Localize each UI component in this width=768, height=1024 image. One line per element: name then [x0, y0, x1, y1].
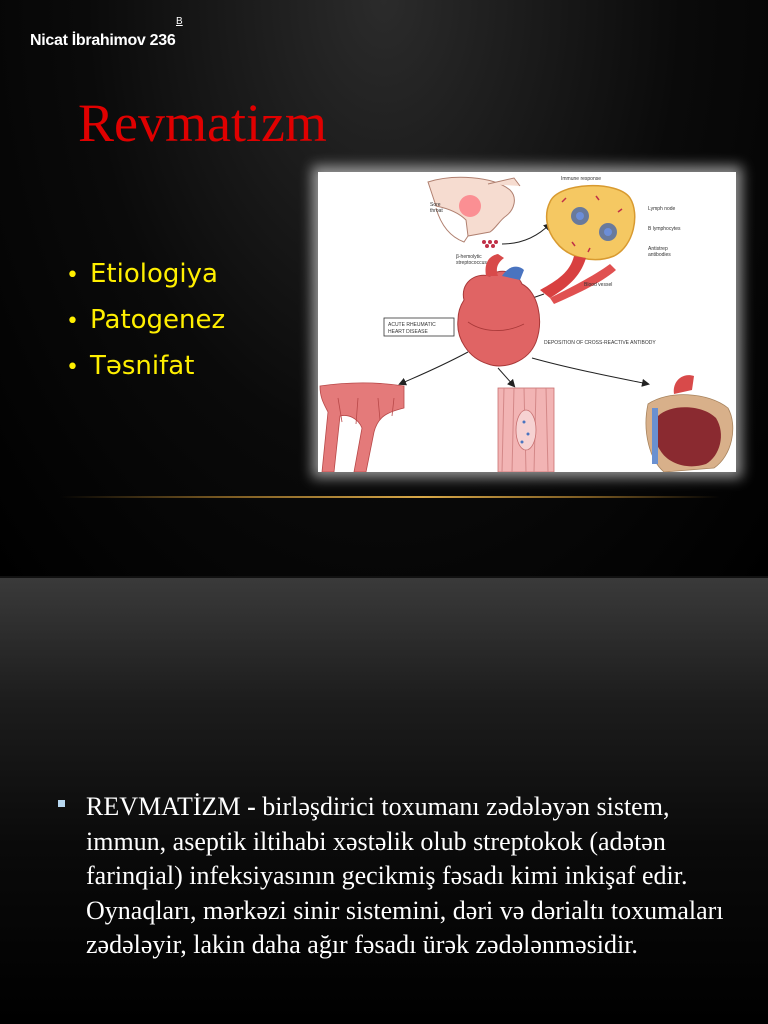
slide-title: Revmatizm: [78, 93, 327, 153]
heart-icon: [458, 254, 540, 366]
sore-throat-label-2: throat: [430, 208, 443, 214]
blood-vessel-label: Blood vessel: [584, 282, 613, 288]
antistrep-label-2: antibodies: [648, 252, 671, 258]
strep-label: β-hemolytic: [456, 254, 482, 260]
streptococcus-icon: [482, 240, 498, 248]
topic-label: Təsnifat: [90, 351, 195, 381]
bullet-dot-icon: •: [66, 263, 79, 288]
author-name: Nicat İbrahimov 236: [30, 32, 176, 49]
deposition-label: DEPOSITION OF CROSS-REACTIVE ANTIBODY: [544, 340, 656, 346]
bullet-dot-icon: •: [66, 355, 79, 380]
lymph-node-label: Lymph node: [648, 206, 676, 212]
arhd-label: ACUTE RHEUMATIC: [388, 322, 436, 328]
definition-body: birləşdirici toxumanı zədələyən sistem, immun, aseptik iltihabi xəstəlik olub streptokok (adətən farinqial) infeksiyasının gecikmiş fəsadı kimi inkişaf edir. Oynaqları, mərkəzi sinir sistemini, dəri və dərialtı toxumaları zədələyir, lakin daha ağır fəsadı ürək zədələnməsidir.: [86, 792, 724, 959]
b-lymphocytes-label: B lymphocytes: [648, 226, 681, 232]
myocardium-tissue-icon: [498, 388, 554, 472]
valve-icon: [320, 383, 404, 472]
topic-item: [66, 344, 225, 390]
author-superscript: B: [176, 16, 183, 27]
pericarditis-heart-icon: [646, 375, 733, 472]
strep-label-2: streptococcus: [456, 260, 487, 266]
topic-item: [66, 252, 225, 298]
bullet-dot-icon: •: [66, 309, 79, 334]
slide-2: [0, 578, 768, 1024]
topic-label: Patogenez: [90, 305, 226, 335]
arhd-label-2: HEART DISEASE: [388, 329, 428, 335]
pathogenesis-diagram: [318, 172, 736, 472]
decorative-divider: [60, 496, 720, 498]
lymph-node-icon: [547, 186, 635, 260]
immune-response-label: Immune response: [561, 176, 602, 182]
topic-label: Etiologiya: [90, 259, 218, 289]
definition-bullet: [58, 790, 728, 963]
definition-text: [86, 790, 728, 963]
sore-throat-label: Sore: [430, 202, 441, 208]
topic-list: [66, 252, 225, 390]
antistrep-label: Antistrep: [648, 246, 668, 252]
definition-dash: -: [240, 792, 263, 821]
square-bullet-icon: [58, 800, 65, 807]
topic-item: [66, 298, 225, 344]
definition-term: REVMATİZM: [86, 792, 241, 821]
